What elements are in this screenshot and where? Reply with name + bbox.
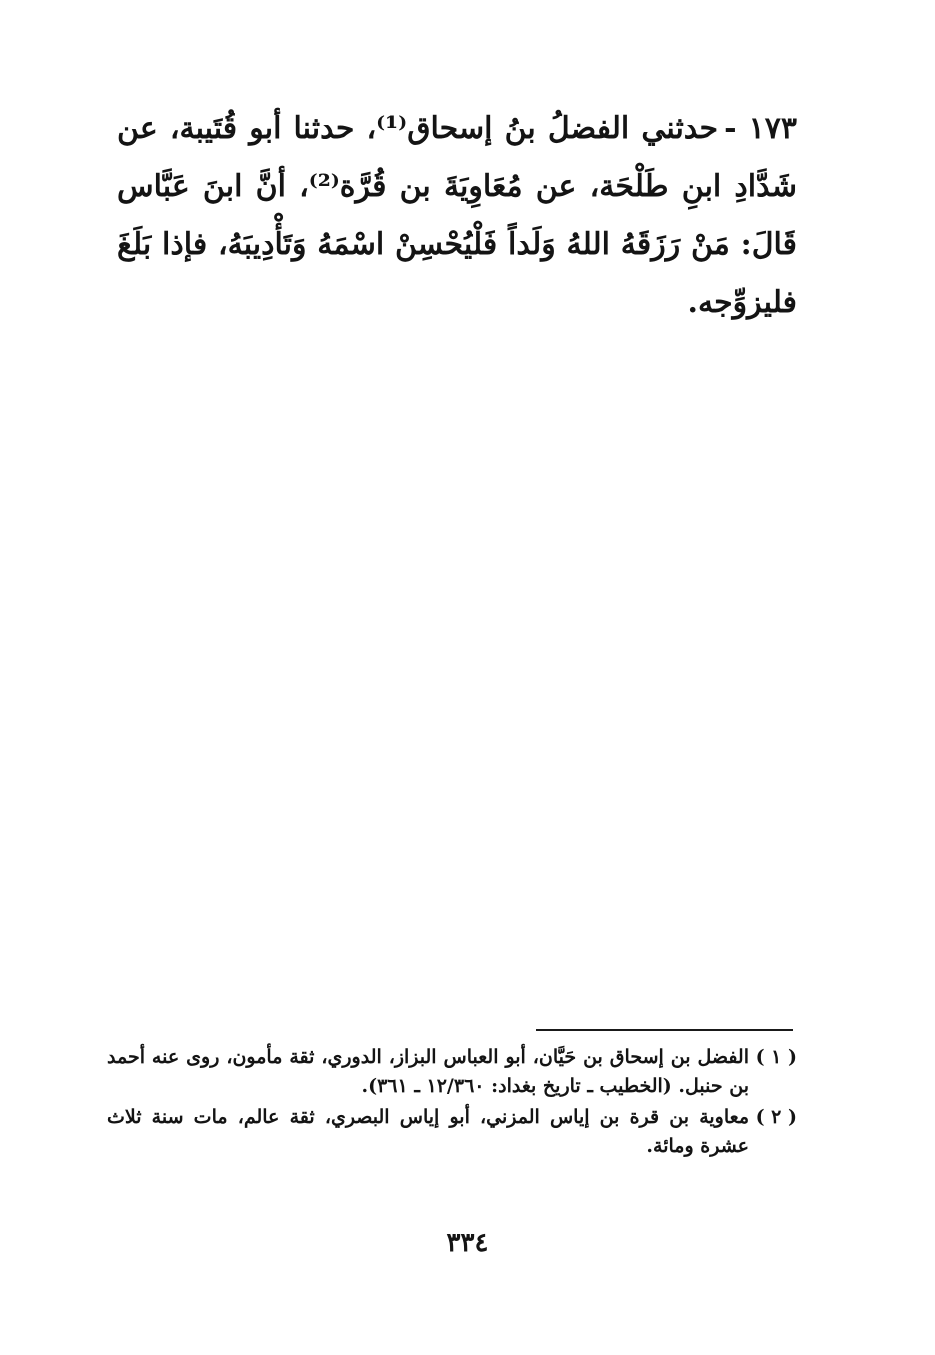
footnote-marker: ( ٢ )	[755, 1106, 797, 1128]
footnote-separator	[536, 1029, 793, 1031]
footnote-marker: ( ١ )	[755, 1046, 797, 1068]
footnote-1	[107, 1043, 797, 1101]
page-number: ٣٣٤	[446, 1228, 489, 1258]
footnote-text: معاوية بن قرة بن إياس المزني، أبو إياس البصري، ثقة عالم، مات سنة ثلاث عشرة ومائة.	[107, 1106, 749, 1157]
hadith-body	[117, 100, 797, 332]
hadith-number: ١٧٣ -	[724, 111, 798, 146]
footnote-2	[107, 1103, 797, 1161]
hadith-paragraph	[117, 100, 797, 332]
footnote-text: الفضل بن إسحاق بن حَيَّان، أبو العباس البزاز، الدوري، ثقة مأمون، روى عنه أحمد بن حنبل. (الخطيب ـ تاريخ بغداد: ١٢/٣٦٠ ـ ٣٦١).	[107, 1046, 749, 1097]
hadith-text: حدثني الفضلُ بنُ إسحاق⁽¹⁾، حدثنا أبو قُتَيبة، عن شَدَّادِ ابنِ طَلْحَة، عن مُعَاوِيَةَ بن قُرَّة⁽²⁾، أنَّ ابنَ عَبَّاس قَالَ: مَنْ رَزَقَهُ اللهُ وَلَداً فَلْيُحْسِنْ اسْمَهُ وَتَأْدِيبَهُ، فإذا بَلَغَ فليزوِّجه.	[117, 111, 797, 320]
footnotes	[107, 1043, 797, 1163]
